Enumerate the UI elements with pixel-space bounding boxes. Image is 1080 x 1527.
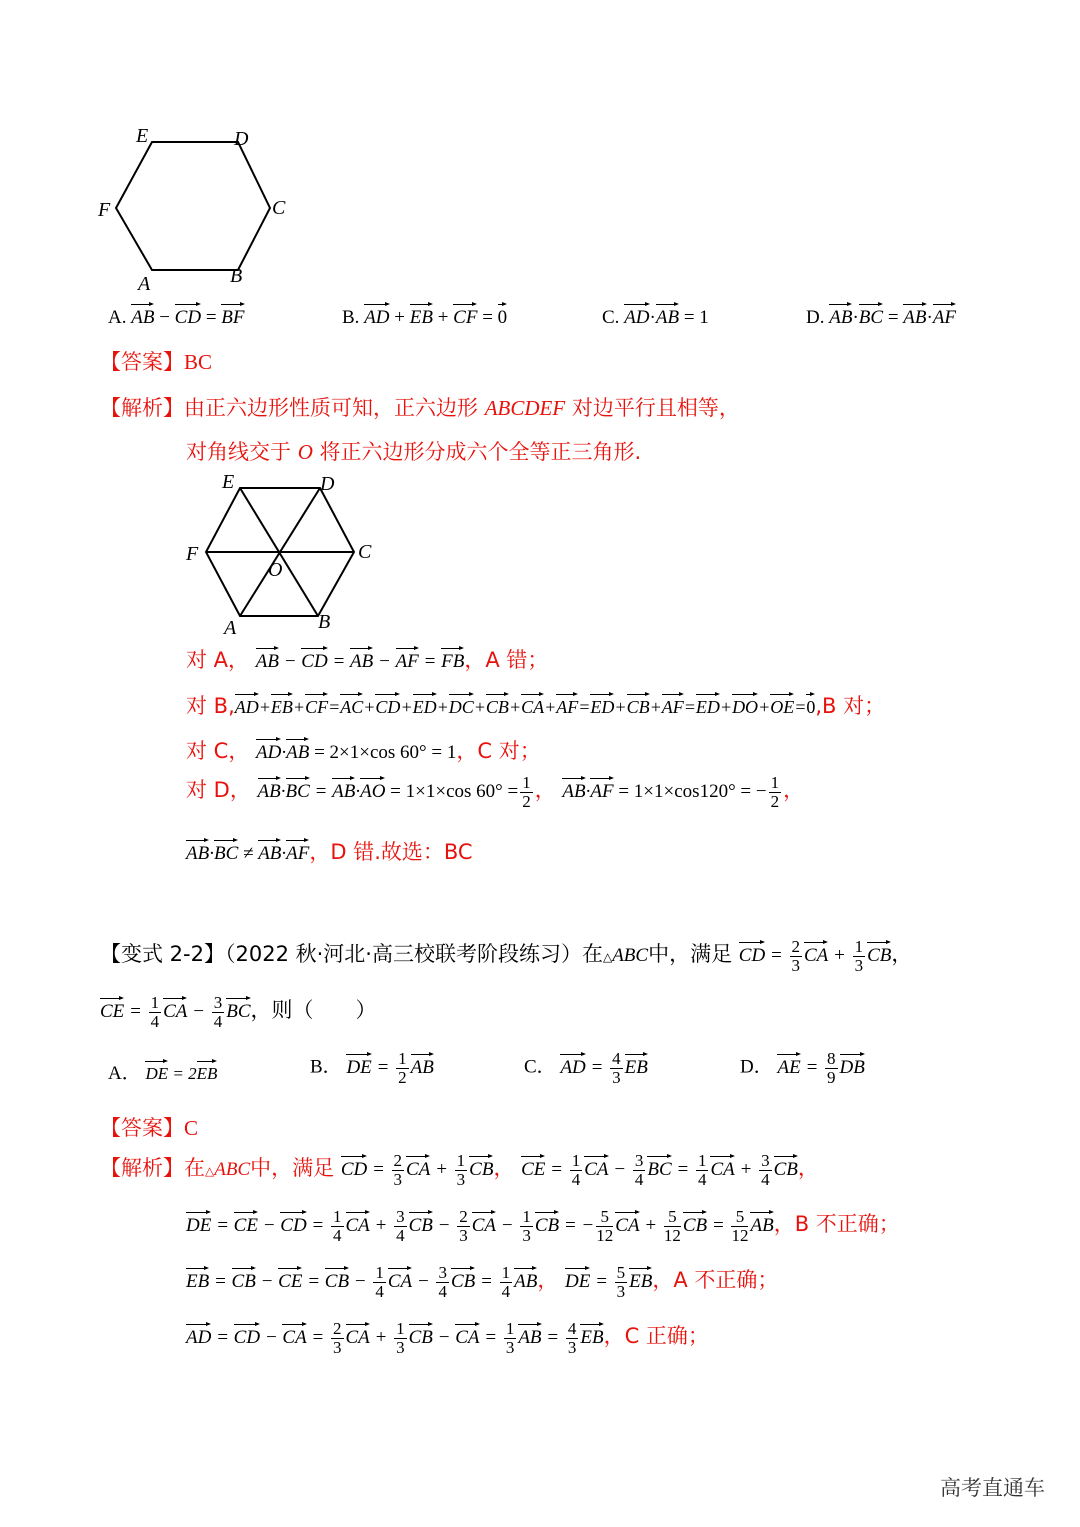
watermark: 高考直通车 xyxy=(940,1476,1045,1500)
q1-analysis-line2: 对角线交于 O 将正六边形分成六个全等正三角形. xyxy=(186,440,642,464)
q1-option-b: B. AD + EB + CF = 0 xyxy=(342,302,507,329)
q2-analysis-line4: AD = CD − CA = $\frac{2}{3}$ CA + $\frac{1}{3}$ CB − CA = $\frac{1}{3}$ AB = $\frac{4}{3}$ EB，C 正确； xyxy=(186,1319,709,1358)
q1-option-a: A. AB − CD = BF xyxy=(108,302,245,329)
fig-label-C: C xyxy=(272,197,286,219)
fig2-label-E: E xyxy=(222,471,235,493)
fig2-label-F: F xyxy=(186,543,199,565)
q1-line-d: 对 D， AB·BC = AB·AO = 1×1×cos 60° = $\frac{1}{2}$ ， AB·AF = 1×1×cos120° = − $\frac{1}{2}$ ， xyxy=(186,773,805,812)
q2-option-c: C． AD = $\frac{4}{3}$ EB xyxy=(524,1049,648,1087)
q2-analysis-line1: 【解析】在△ABC中，满足 CD = $\frac{2}{3}$ CA + $\frac{1}{3}$ CB， CE = $\frac{1}{4}$ CA − $\frac{3}{4}$ BC = $\frac{1}{4}$ CA + $\frac{3}{4}$ CB， xyxy=(100,1151,819,1190)
fig2-label-B: B xyxy=(318,611,331,633)
q2-answer: 【答案】C xyxy=(100,1116,199,1140)
q1-line-e: AB·BC ≠ AB·AF，D 错.故选：BC xyxy=(186,840,473,864)
q1-option-d: D. AB·BC = AB·AF xyxy=(806,302,956,329)
q2-option-d: D． AE = $\frac{8}{9}$ DB xyxy=(740,1049,865,1087)
q2-stem-line2: CE = $\frac{1}{4}$ CA − $\frac{3}{4}$ BC，则（ ） xyxy=(100,993,377,1032)
hexagon-figure xyxy=(90,120,300,300)
q2-option-b: B． DE = $\frac{1}{2}$ AB xyxy=(310,1049,434,1087)
fig2-label-C: C xyxy=(358,541,372,563)
fig-label-A: A xyxy=(138,273,151,295)
q1-option-c: C. AD·AB = 1 xyxy=(602,302,709,329)
fig2-label-D: D xyxy=(320,473,335,495)
hexagon-diagonals-figure xyxy=(178,466,388,638)
q1-line-a: 对 A， AB − CD = AB − AF = FB，A 错； xyxy=(186,648,549,672)
fig-label-B: B xyxy=(230,265,243,287)
q1-line-b: 对 B,AD+EB+CF=AC+CD+ED+DC+CB+CA+AF=ED+CB+AF=ED+DO+OE=0,B 对； xyxy=(186,694,886,718)
q2-stem-line1: 【变式 2-2】（2022 秋·河北·高三校联考阶段练习）在△ABC中，满足 CD = $\frac{2}{3}$ CA + $\frac{1}{3}$ CB， xyxy=(100,937,913,976)
q2-option-a: A． DE = 2EB xyxy=(108,1058,217,1085)
q1-answer: 【答案】BC xyxy=(100,350,213,374)
q1-analysis-line1: 【解析】由正六边形性质可知，正六边形 ABCDEF 对边平行且相等， xyxy=(100,396,740,420)
fig-label-F: F xyxy=(98,199,111,221)
q2-analysis-line3: EB = CB − CE = CB − $\frac{1}{4}$ CA − $\frac{3}{4}$ CB = $\frac{1}{4}$ AB， DE = $\frac{5}{3}$ EB，A 不正确； xyxy=(186,1263,779,1302)
fig-label-D: D xyxy=(234,128,249,150)
q2-analysis-line2: DE = CE − CD = $\frac{1}{4}$ CA + $\frac{3}{4}$ CB − $\frac{2}{3}$ CA − $\frac{1}{3}$ CB = − $\frac{5}{12}$ CA + $\frac{5}{12}$ CB = $\frac{5}{12}$ AB，B 不正确； xyxy=(186,1207,900,1246)
fig-label-E: E xyxy=(136,125,149,147)
fig2-label-A: A xyxy=(224,617,237,638)
fig2-label-O: O xyxy=(268,559,283,581)
q1-line-c: 对 C， AD·AB = 2×1×cos 60° = 1，C 对； xyxy=(186,739,541,763)
